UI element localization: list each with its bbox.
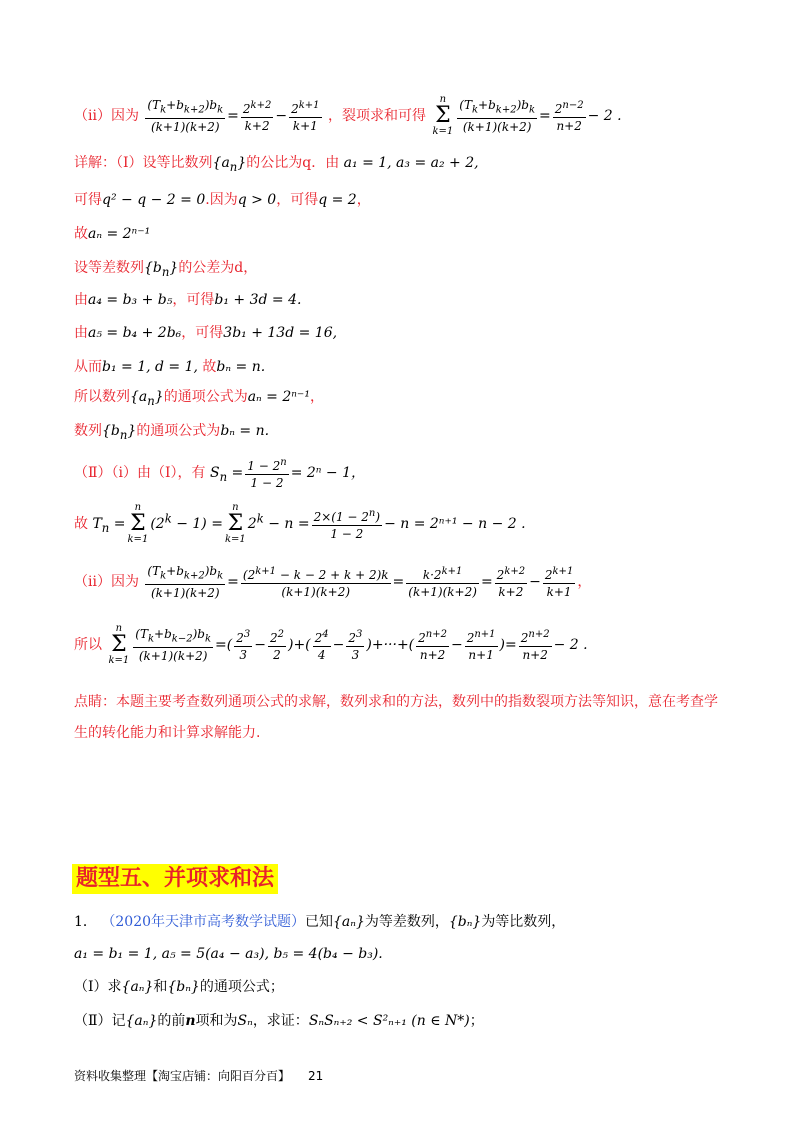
formula: = 2ⁿ − 1，	[290, 465, 365, 481]
text-segment: （Ⅱ）记	[74, 1013, 126, 1029]
formula: b₁ + 3d = 4.	[214, 292, 302, 308]
formula: b₁ = 1, d = 1,	[102, 359, 198, 375]
text-segment: 所以	[74, 637, 102, 653]
comment-line-2: 生的转化能力和计算求解能力.	[74, 725, 261, 741]
solution-line-14	[74, 624, 588, 666]
text-segment: 已知	[305, 914, 334, 930]
formula: {aₙ}	[125, 1013, 158, 1029]
solution-line-10: 数列$\{b_n\}$的通项公式为bₙ = n.	[74, 423, 270, 442]
text-segment: 的公比为q．由	[246, 155, 340, 171]
solution-line-12	[74, 503, 526, 545]
text-segment: ，	[356, 192, 371, 208]
text-segment: 和	[153, 979, 168, 995]
footer-text: 资料收集整理【淘宝店铺：向阳百分百】	[74, 1069, 291, 1083]
formula: {aₙ}	[333, 914, 365, 930]
text-segment: ，可得	[181, 325, 224, 341]
problem-source: （2020年天津市高考数学试题）	[101, 914, 306, 930]
solution-line-6	[74, 290, 301, 310]
page-number: 21	[308, 1069, 324, 1083]
comment-line-1: 点睛：本题主要考查数列通项公式的求解，数列求和的方法，数列中的指数裂项方法等知识，意在考查学	[74, 694, 718, 710]
formula: a₁ = 1, a₃ = a₂ + 2,	[343, 155, 479, 171]
formula: a₄ = b₃ + b₅	[88, 292, 173, 308]
text-segment: ，可得	[172, 292, 215, 308]
formula: {bₙ}	[448, 914, 482, 930]
solution-line-5: 设等差数列$\{b_n\}$的公差为d，	[74, 260, 258, 279]
formula: q² − q − 2 = 0	[102, 192, 206, 208]
text-segment: 故	[74, 226, 88, 242]
text-segment: 为等差数列，	[364, 914, 449, 930]
text-segment: 所以数列	[74, 389, 130, 405]
text-segment: 详解：（Ⅰ）设等比数列	[74, 155, 213, 171]
formula: $T_n =n$ Σ $k=1(2^k - 1) =n$ Σ $k=12^k - n$ = $\frac{2\times(1 - 2^n)}{1 - 2}$	[92, 502, 381, 545]
text-segment: 由	[74, 325, 88, 341]
solution-line-7	[74, 323, 337, 343]
problem-line-1	[74, 912, 565, 932]
solution-line-11	[74, 455, 365, 491]
section-heading: 题型五、并项求和法	[72, 864, 278, 894]
text-segment: 的公差为d，	[178, 260, 258, 276]
formula: $\frac{(T_k+b_{k+2})b_k}{(k+1)(k+2)}$ = $\frac{(2^{k+1} - k - 2 + k + 2)k}{(k+1)(k+2)}$ = $\frac{k\cdot 2^{k+1}}{(k+1)(k+2)}$ = $\frac{2^{k+2}}{k+2}$ − $\frac{2^{k+1}}{k+1}$	[147, 564, 574, 601]
text-segment: 故	[202, 359, 217, 375]
solution-line-8	[74, 357, 265, 377]
text-segment: ；	[469, 1013, 484, 1029]
text-segment: 数列	[74, 423, 102, 439]
formula: {aₙ}	[121, 979, 154, 995]
formula: a₅ = b₄ + 2b₆	[88, 325, 182, 341]
text-segment: （ⅱ）因为	[74, 108, 139, 124]
formula: − 2 .	[553, 637, 588, 653]
text-segment: （ⅱ）因为	[74, 574, 139, 591]
formula: bₙ = n.	[216, 359, 266, 375]
text-segment: ，求证：	[252, 1013, 309, 1029]
formula: 3b₁ + 13d = 16,	[223, 325, 338, 341]
formula: bₙ = n.	[220, 423, 270, 439]
text-segment: 的通项公式为	[163, 389, 248, 405]
formula: n Σ k=1 $\frac{(T_k+b_{k+2})b_k}{(k+1)(k+2)}$ = $\frac{2^{n-2}}{n+2}$ − 2 .	[432, 94, 622, 137]
formula: $\frac{(T_k+b_{k+2})b_k}{(k+1)(k+2)}$ = $\frac{2^{k+2}}{k+2}$ − $\frac{2^{k+1}}{k+1}$	[147, 97, 320, 135]
formula: aₙ = 2ⁿ⁻¹	[247, 389, 310, 405]
text-segment: 故	[74, 516, 88, 532]
text-segment: 项和为	[195, 1013, 238, 1029]
formula-line-1	[74, 95, 622, 137]
solution-line-9: 所以数列$\{a_n\}$的通项公式为aₙ = 2ⁿ⁻¹，	[74, 389, 324, 408]
problem-part-2	[74, 1011, 484, 1031]
formula: q > 0	[237, 192, 277, 208]
text-segment: ，	[309, 389, 324, 405]
formula: $S_n$ = $\frac{1 - 2^n}{1 - 2}$	[209, 457, 287, 490]
text-segment: 的通项公式为	[136, 423, 221, 439]
solution-line-3	[74, 190, 371, 210]
text-segment: 为等比数列，	[481, 914, 566, 930]
text-segment: 可得	[74, 192, 102, 208]
text-segment: ，裂项求和可得	[328, 108, 426, 124]
text-segment: （Ⅱ）（ⅰ）由（Ⅰ），有	[74, 465, 206, 481]
formula: n Σ k=1 $\frac{(T_k+b_{k-2})b_k}{(k+1)(k+2)}$ =( $\frac{2^3}{3}$ − $\frac{2^2}{2}$ )+( $\frac{2^4}{4}$ − $\frac{2^3}{3}$ )+···+( $\frac{2^{n+2}}{n+2}$ − $\frac{2^{n+1}}{n+1}$ )= $\frac{2^{n+2}}{n+2}$	[108, 623, 550, 666]
solution-line-2: 详解：（Ⅰ）设等比数列$\{a_n\}$的公比为q．由 a₁ = 1, a₃ = a₂ + 2,	[74, 155, 479, 174]
text-segment: ，可得	[276, 192, 319, 208]
solution-line-4	[74, 224, 150, 244]
formula: Sₙ	[237, 1013, 253, 1029]
text-segment: （Ⅰ）求	[74, 979, 122, 995]
problem-given: a₁ = b₁ = 1, a₅ = 5(a₄ − a₃), b₅ = 4(b₄ − b₃).	[74, 946, 383, 962]
formula: aₙ = 2ⁿ⁻¹	[88, 226, 151, 242]
text-segment: 从而	[74, 359, 102, 375]
text-segment: 由	[74, 292, 88, 308]
formula: n	[185, 1013, 196, 1029]
problem-part-1	[74, 977, 284, 997]
text-segment: .因为	[205, 192, 238, 208]
formula: q = 2	[318, 192, 357, 208]
solution-line-13: （ⅱ）因为 $\frac{(T_k+b_{k+2})b_k}{(k+1)(k+2)}$ = $\frac{(2^{k+1} - k - 2 + k + 2)k}{(k+1)(k+2)}$ = $\frac{k\cdot 2^{k+1}}{(k+1)(k+2)}$ = $\frac{2^{k+2}}{k+2}$ − $\frac{2^{k+1}}{k+1}$ ，	[74, 564, 592, 601]
problem-number: 1．	[74, 914, 97, 930]
text-segment: 的前	[157, 1013, 186, 1029]
formula: SₙSₙ₊₂ < S²ₙ₊₁ (n ∈ N*)	[308, 1013, 470, 1029]
formula: {bₙ}	[167, 979, 200, 995]
text-segment: 设等差数列	[74, 260, 144, 276]
text-segment: 的通项公式；	[199, 979, 284, 995]
page-footer	[74, 1067, 323, 1085]
formula: − n = 2ⁿ⁺¹ − n − 2 .	[384, 516, 526, 532]
